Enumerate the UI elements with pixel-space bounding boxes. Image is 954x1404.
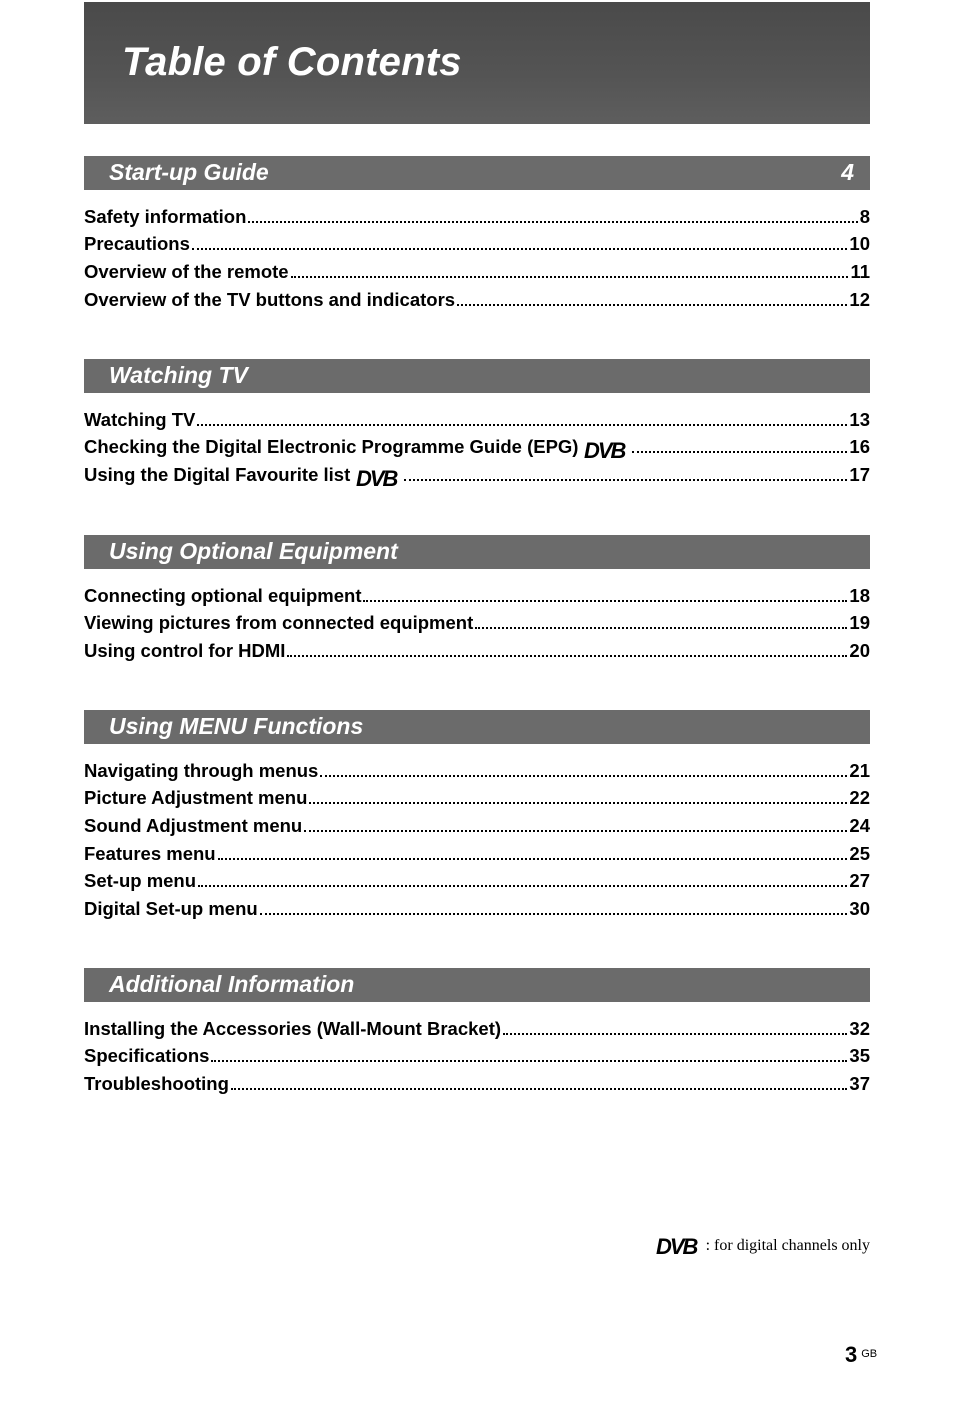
section-title: Additional Information [109,971,355,997]
dot-leader [231,1088,848,1090]
toc-entry-label: Picture Adjustment menu [84,787,308,809]
toc-entry-page: 37 [849,1073,870,1095]
dot-leader [248,221,857,223]
section-using-menu-functions [84,710,870,920]
toc-entry-page: 17 [849,464,870,486]
toc-entry[interactable] [84,782,870,810]
dot-leader [197,424,847,426]
toc-entry-page: 25 [849,842,870,864]
svg-text:DVB: DVB [584,440,625,461]
dot-leader [211,1060,847,1062]
toc-entry[interactable] [84,892,870,920]
page-number-value: 3 [845,1342,858,1367]
dot-leader [457,304,847,306]
toc-entry-label: Specifications [84,1045,210,1067]
toc-entry-page: 19 [849,612,870,634]
dot-leader [475,627,847,629]
toc-entry-label: Installing the Accessories (Wall-Mount Bracket) [84,1017,502,1039]
toc-entry[interactable] [84,200,870,228]
toc-entry-label: Using control for HDMI [84,640,286,662]
toc-entry[interactable] [84,607,870,635]
toc-entry[interactable] [84,754,870,782]
toc-entry[interactable] [84,809,870,837]
toc-entry[interactable] [84,255,870,283]
toc-entry-label: Checking the Digital Electronic Programme Guide (EPG) [84,436,579,458]
svg-text:DVB: DVB [655,1236,697,1256]
svg-text:DVB: DVB [356,468,397,489]
toc-entry-label: Troubleshooting [84,1073,229,1095]
toc-entry-label: Watching TV [84,408,196,430]
toc-entry-page: 16 [849,436,870,458]
toc-entry[interactable] [84,865,870,893]
title-banner [84,2,870,124]
toc-entry-page: 35 [849,1045,870,1067]
toc-entry[interactable] [84,634,870,662]
toc-entry-label: Overview of the remote [84,261,289,283]
section-header [84,535,870,569]
toc-entry-label-group [84,436,630,461]
toc-entry-page: 30 [849,898,870,920]
toc-entry-label: Viewing pictures from connected equipment [84,612,474,634]
toc-entry[interactable] [84,837,870,865]
dot-leader [304,830,847,832]
toc-entry-label-group [84,464,402,489]
toc-list [84,403,870,489]
section-title: Using MENU Functions [109,713,364,739]
toc-entry-label: Overview of the TV buttons and indicators [84,288,456,310]
toc-entry-label: Safety information [84,205,247,227]
toc-entry[interactable] [84,458,870,489]
toc-entry[interactable] [84,1012,870,1040]
toc-entry-page: 22 [849,787,870,809]
dot-leader [503,1033,847,1035]
toc-list [84,200,870,311]
toc-list [84,1012,870,1095]
section-header [84,710,870,744]
toc-entry[interactable] [84,283,870,311]
toc-entry-label: Digital Set-up menu [84,898,258,920]
section-title: Start-up Guide [109,159,269,185]
toc-entry-label: Features menu [84,842,216,864]
toc-entry-label: Connecting optional equipment [84,584,362,606]
toc-entry-page: 12 [849,288,870,310]
dvb-logo-icon [356,468,402,488]
toc-entry[interactable] [84,579,870,607]
section-page: 4 [841,159,854,185]
dvb-logo-icon [656,1236,702,1256]
section-header [84,359,870,393]
toc-entry-page: 21 [849,759,870,781]
dot-leader [218,858,848,860]
section-title: Watching TV [109,362,248,388]
toc-entry[interactable] [84,431,870,459]
dvb-note-text: : for digital channels only [705,1237,870,1254]
toc-entry-label: Navigating through menus [84,759,319,781]
dot-leader [192,248,848,250]
page-number [845,1342,877,1368]
page-title: Table of Contents [122,40,462,84]
toc-entry[interactable] [84,1067,870,1095]
dvb-note [656,1236,870,1256]
toc-entry-label: Set-up menu [84,870,197,892]
toc-list [84,754,870,920]
dot-leader [291,276,849,278]
toc-entry-page: 11 [850,261,870,283]
dot-leader [632,451,847,453]
toc-entry-label: Precautions [84,233,190,255]
toc-entry-label: Using the Digital Favourite list [84,464,351,486]
toc-entry-page: 8 [859,205,870,227]
section-header [84,156,870,190]
dvb-logo-icon [584,440,630,460]
section-header [84,968,870,1002]
section-start-up-guide [84,156,870,311]
toc-entry-page: 13 [849,408,870,430]
dot-leader [287,655,847,657]
toc-entry[interactable] [84,1040,870,1068]
dot-leader [363,600,847,602]
region-code: GB [861,1348,878,1360]
toc-entry-page: 18 [849,584,870,606]
toc-entry-label: Sound Adjustment menu [84,815,303,837]
toc-entry-page: 10 [849,233,870,255]
dot-leader [320,775,847,777]
toc-entry[interactable] [84,228,870,256]
dot-leader [260,913,848,915]
section-watching-tv [84,359,870,489]
section-title: Using Optional Equipment [109,538,398,564]
toc-entry-page: 24 [849,815,870,837]
dot-leader [404,479,847,481]
toc-entry[interactable] [84,403,870,431]
section-using-optional-equipment [84,535,870,662]
toc-entry-page: 32 [849,1017,870,1039]
toc-entry-page: 20 [849,640,870,662]
toc-list [84,579,870,662]
section-additional-information [84,968,870,1095]
dot-leader [309,802,847,804]
dot-leader [198,885,847,887]
toc-entry-page: 27 [849,870,870,892]
